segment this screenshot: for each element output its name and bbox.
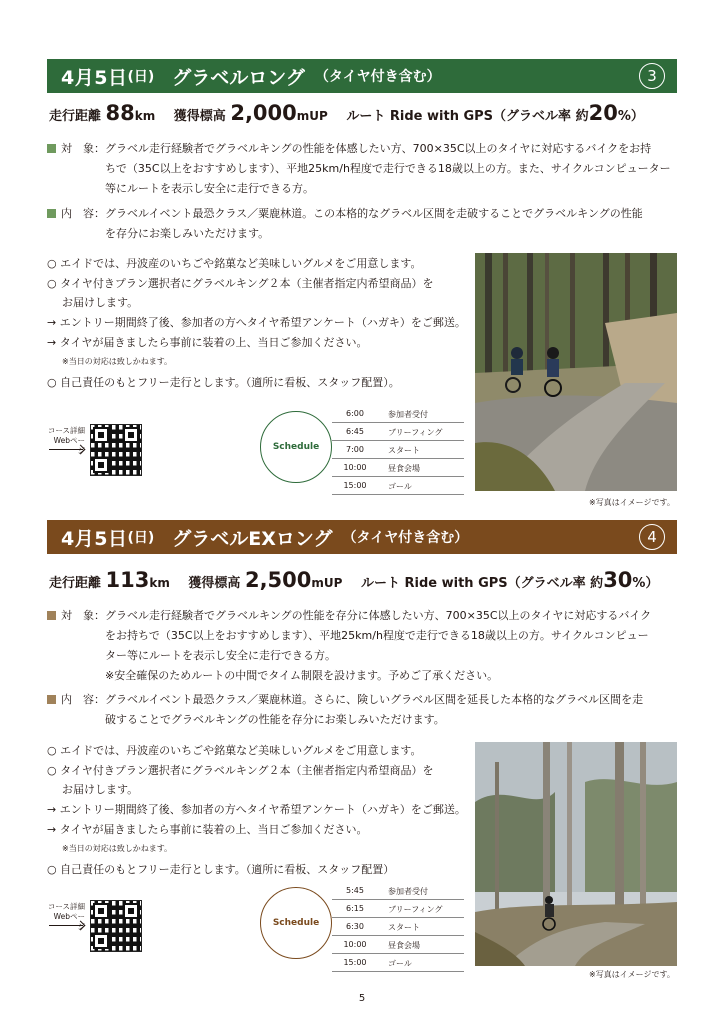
qr-code-icon[interactable]	[90, 900, 142, 952]
target-text: グラベル走行経験者でグラベルキングの性能を体感したい方、700×35C以上のタイヤに対応するバイクをお持 ちで（35C以上をおすすめします）、平地25km/h程度で走行できる18歳以上の方。また、サイクルコンピューター 等にルートを表示し安全に走行できる方。	[105, 142, 671, 195]
note-item: ○ エイドでは、丹波産のいちごや銘菓など美味しいグルメをご用意します。	[47, 257, 422, 270]
course-section-long	[47, 59, 677, 507]
schedule-table	[332, 405, 464, 495]
event-date: 4月5日	[61, 527, 128, 550]
course-subtitle: （タイヤ付き含む）	[342, 530, 469, 546]
distance-value: 88	[105, 101, 135, 125]
schedule-row: 6:45 ブリーフィング	[332, 423, 464, 441]
qr-label: コース詳細 Webページ	[47, 902, 85, 931]
schedule-badge: Schedule	[260, 411, 332, 483]
route-label: ルート	[346, 109, 386, 124]
note-item: ○ エイドでは、丹波産のいちごや銘菓など美味しいグルメをご用意します。	[47, 744, 422, 757]
schedule-row: 15:00 ゴール	[332, 954, 464, 972]
gravel-ratio-suffix: %）	[632, 576, 659, 591]
route-value: Ride with GPS	[389, 109, 494, 124]
event-date: 4月5日	[61, 66, 128, 89]
arrow-right-icon	[49, 925, 83, 926]
cyclists-forest-photo	[475, 253, 677, 491]
distance-label: 走行距離	[49, 576, 102, 591]
square-bullet-icon	[47, 611, 56, 620]
note-item: → エントリー期間終了後、参加者の方へタイヤ希望アンケート（ハガキ）をご郵送。	[47, 803, 466, 816]
event-day-of-week: (日)	[127, 69, 155, 85]
gravel-ratio-prefix: （グラベル率 約	[507, 576, 604, 591]
note-item: ○ 自己責任のもとフリー走行とします。（適所に看板、スタッフ配置）。	[47, 376, 400, 389]
note-item: → タイヤが届きましたら事前に装着の上、当日ご参加ください。	[47, 823, 368, 836]
course-section-ex-long	[47, 520, 677, 980]
distance-label: 走行距離	[49, 109, 102, 124]
distance-unit: km	[134, 109, 156, 123]
elevation-unit: mUP	[311, 576, 343, 590]
course-stats	[49, 568, 658, 592]
course-qr-block[interactable]	[47, 900, 157, 958]
note-item: ※当日の対応は致しかねます。	[62, 357, 173, 366]
gravel-ratio-prefix: （グラベル率 約	[493, 109, 589, 124]
schedule-row: 6:30 スタート	[332, 918, 464, 936]
note-item: ○ タイヤ付きプラン選択者にグラベルキング２本（主催者指定内希望商品）を	[47, 277, 434, 290]
square-bullet-icon	[47, 209, 56, 218]
schedule-row: 6:15 ブリーフィング	[332, 900, 464, 918]
course-subtitle: （タイヤ付き含む）	[314, 69, 441, 85]
gravel-ratio-value: 30	[603, 568, 633, 592]
elevation-value: 2,500	[244, 568, 312, 592]
qr-label: コース詳細 Webページ	[47, 426, 85, 455]
square-bullet-icon	[47, 695, 56, 704]
course-photo	[475, 742, 677, 966]
note-item: ○ タイヤ付きプラン選択者にグラベルキング２本（主催者指定内希望商品）を	[47, 764, 434, 777]
notes-list	[47, 255, 467, 395]
note-item: ※当日の対応は致しかねます。	[62, 844, 173, 853]
content-label: 内 容：	[61, 693, 105, 706]
content-row	[47, 690, 677, 732]
note-item: → エントリー期間終了後、参加者の方へタイヤ希望アンケート（ハガキ）をご郵送。	[47, 316, 466, 329]
course-qr-block[interactable]	[47, 424, 157, 482]
notes-list	[47, 742, 467, 882]
note-item: → タイヤが届きましたら事前に装着の上、当日ご参加ください。	[47, 336, 368, 349]
schedule-table	[332, 882, 464, 972]
course-number-badge: 3	[639, 63, 665, 89]
route-label: ルート	[360, 576, 400, 591]
content-row	[47, 204, 677, 246]
qr-code-icon[interactable]	[90, 424, 142, 476]
arrow-right-icon	[49, 449, 83, 450]
schedule-badge: Schedule	[260, 887, 332, 959]
schedule-row: 15:00 ゴール	[332, 477, 464, 495]
square-bullet-icon	[47, 144, 56, 153]
schedule-row: 5:45 参加者受付	[332, 882, 464, 900]
gravel-ratio-suffix: %）	[617, 109, 644, 124]
course-title: グラベルロング	[172, 66, 305, 89]
content-label: 内 容：	[61, 207, 105, 220]
target-label: 対 象：	[61, 142, 105, 155]
target-label: 対 象：	[61, 609, 105, 622]
course-number-badge: 4	[639, 524, 665, 550]
cyclist-winter-forest-photo	[475, 742, 677, 966]
elevation-label: 獲得標高	[188, 576, 241, 591]
course-photo	[475, 253, 677, 491]
note-item: お届けします。	[62, 783, 139, 796]
content-text: グラベルイベント最恐クラス／粟鹿林道。さらに、険しいグラベル区間を延長した本格的なグラベル区間を走 破することでグラベルキングの性能を存分にお楽しみいただけます。	[105, 693, 644, 726]
distance-value: 113	[105, 568, 150, 592]
target-row	[47, 606, 677, 688]
course-banner	[47, 520, 677, 554]
schedule-row: 6:00 参加者受付	[332, 405, 464, 423]
event-day-of-week: (日)	[127, 530, 155, 546]
photo-caption: ※写真はイメージです。	[589, 498, 675, 507]
gravel-ratio-value: 20	[588, 101, 618, 125]
route-value: Ride with GPS	[404, 576, 508, 591]
content-text: グラベルイベント最恐クラス／粟鹿林道。この本格的なグラベル区間を走破することでグラベルキングの性能 を存分にお楽しみいただけます。	[105, 207, 643, 240]
elevation-unit: mUP	[296, 109, 328, 123]
distance-unit: km	[149, 576, 170, 590]
course-stats	[49, 101, 644, 125]
schedule-row: 7:00 スタート	[332, 441, 464, 459]
note-item: ○ 自己責任のもとフリー走行とします。（適所に看板、スタッフ配置）	[47, 863, 395, 876]
note-item: お届けします。	[62, 296, 139, 309]
course-title: グラベルEXロング	[172, 527, 333, 550]
target-text: グラベル走行経験者でグラベルキングの性能を存分に体感したい方、700×35C以上のタイヤに対応するバイク をお持ちで（35C以上をおすすめします）、平地25km/h程度で走行できる18歳以上の方。サイクルコンピュー ター等にルートを表示し安全に走行できる方。 ※安全確保のためルートの中間でタイム制限を設けます。予めご了承ください。	[105, 609, 652, 682]
course-banner	[47, 59, 677, 93]
photo-caption: ※写真はイメージです。	[589, 970, 675, 979]
elevation-value: 2,000	[230, 101, 297, 125]
schedule-row: 10:00 昼食会場	[332, 936, 464, 954]
schedule-row: 10:00 昼食会場	[332, 459, 464, 477]
page-number: 5	[358, 993, 366, 1004]
target-row	[47, 139, 677, 201]
elevation-label: 獲得標高	[173, 109, 226, 124]
